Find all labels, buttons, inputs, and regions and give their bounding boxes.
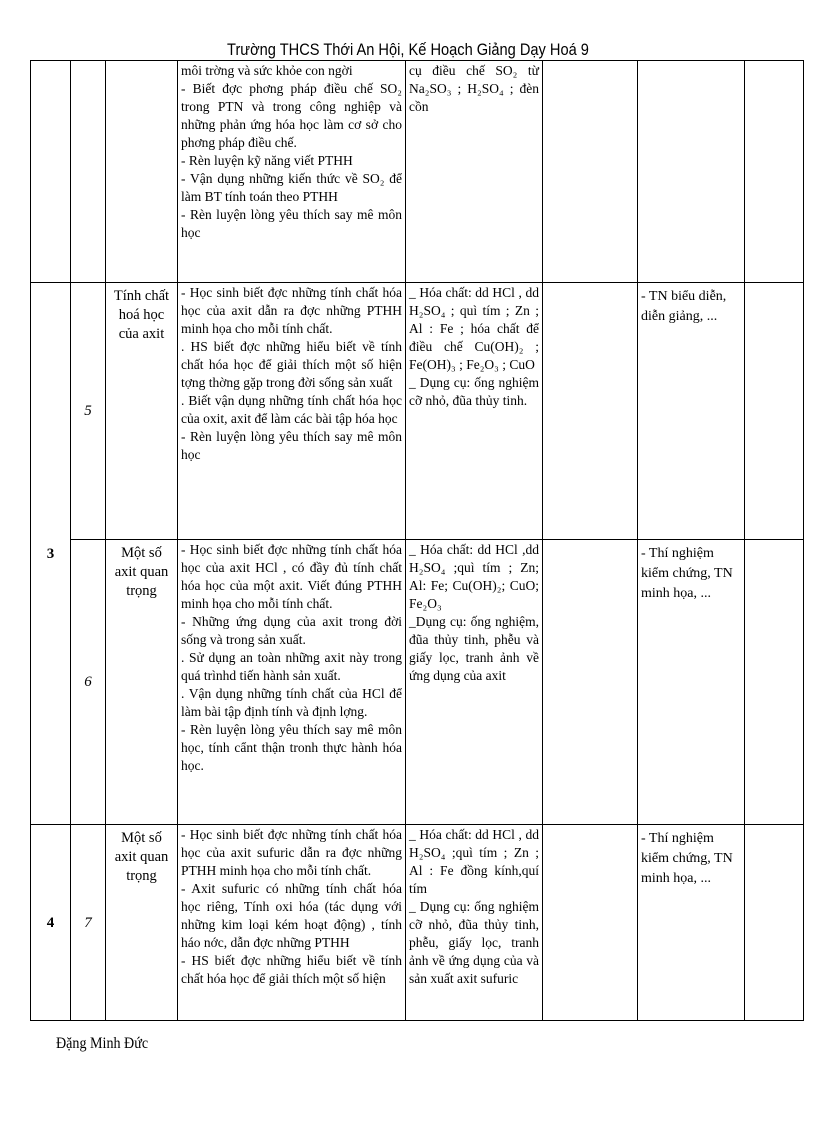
goal-line: . Biết vận dụng những tính chất hóa học của oxit, axit để làm các bài tập hóa học (181, 393, 402, 426)
prep-line: _ Hóa chất: dd HCl , dd H₂SO₄ ; quì tím ; Zn ; Al : Fe ; hóa chất để điều chế Cu(OH)₂ ; Fe(OH)₃ ; Fe₂O₃ ; CuO (409, 285, 539, 372)
method-cell (638, 61, 745, 283)
method-cell: - TN biểu diễn, diễn giảng, ... (638, 283, 745, 540)
empty-cell (745, 825, 804, 1021)
empty-cell (543, 825, 638, 1021)
empty-cell (543, 61, 638, 283)
period-cell: 6 (71, 540, 106, 825)
goal-line: - Vận dụng những kiến thức về SO₂ để làm BT tính toán theo PTHH (181, 171, 402, 204)
school-name: Trường THCS Thới An Hội, (227, 40, 405, 59)
period-cell (71, 61, 106, 283)
goal-line: . Sử dụng an toàn những axit này trong quá trìnhd tiến hành sản xuất. (181, 650, 402, 683)
prep-cell (406, 61, 543, 283)
goal-line: - Biết đợc phơng pháp điều chế SO₂ trong PTN và trong công nghiệp và những phản ứng hóa học làm cơ sở cho phơng pháp điều chế. (181, 81, 402, 150)
table-row (31, 825, 804, 1021)
week-cell: 4 (31, 825, 71, 1021)
goal-line: . HS biết đợc những hiểu biết về tính chất hóa học để giải thích một số hiện tợng thờng gặp trong đời sống sản xuất (181, 339, 402, 390)
goal-line: - Rèn luyện lòng yêu thích say mê môn học, tính cẩnt thận tronh thực hành hóa học. (181, 722, 402, 773)
prep-cell (406, 283, 543, 540)
prep-cell (406, 825, 543, 1021)
period-cell: 7 (71, 825, 106, 1021)
goal-cell (178, 61, 406, 283)
prep-line: cụ điều chế SO₂ từ Na₂SO₃ ; H₂SO₄ ; đèn cồn (409, 63, 539, 114)
goal-line: - Rèn luyện kỹ năng viết PTHH (181, 153, 353, 168)
prep-line: _ Dụng cụ: ống nghiệm cỡ nhỏ, đũa thủy tinh, phễu, giấy lọc, tranh ảnh về ứng dụng của và sản xuất axit sufuric (409, 899, 539, 986)
goal-line: - Rèn luyện lòng yêu thích say mê môn học (181, 207, 402, 240)
week-cell: 3 (31, 283, 71, 825)
lesson-title: Một số axit quan trọng (106, 540, 178, 825)
goal-line: - Axit sufuric có những tính chất hóa học riêng, Tính oxi hóa (tác dụng với những kim loại kém hoạt động) , tính háo nớc, dẫn đợc những PTHH (181, 881, 402, 950)
prep-line: _ Dụng cụ: ống nghiệm cỡ nhỏ, đũa thủy tinh. (409, 375, 539, 408)
method-cell: - Thí nghiệm kiểm chứng, TN minh họa, ... (638, 540, 745, 825)
period-cell: 5 (71, 283, 106, 540)
lesson-title: Tính chất hoá học của axit (106, 283, 178, 540)
table-row (31, 283, 804, 540)
goal-line: - Những ứng dụng của axit trong đời sống và trong sản xuất. (181, 614, 402, 647)
prep-line: _ Hóa chất: dd HCl , dd H₂SO₄ ;quì tím ; Zn ; Al : Fe đồng kính,quí tím (409, 827, 539, 896)
goal-line: - Học sinh biết đợc những tính chất hóa học của axit HCl , có đầy đủ tính chất hóa học của một axit. Viết đúng PTHH minh họa cho mỗi tính chất. (181, 542, 402, 611)
goal-line: - HS biết đợc những hiểu biết về tính chất hóa học để giải thích một số hiện (181, 953, 402, 986)
goal-line: - Học sinh biết đợc những tính chất hóa học của axit dẫn ra đợc những PTHH minh họa cho mỗi tính chất. (181, 285, 402, 336)
goal-line: môi trờng và sức khỏe con ngời (181, 63, 353, 78)
week-cell (31, 61, 71, 283)
prep-cell (406, 540, 543, 825)
method-cell: - Thí nghiệm kiểm chứng, TN minh họa, ... (638, 825, 745, 1021)
goal-line: . Vận dụng những tính chất của HCl để làm bài tập định tính và định lợng. (181, 686, 402, 719)
author-name: Đặng Minh Đức (56, 1035, 149, 1052)
goal-cell (178, 283, 406, 540)
empty-cell (745, 540, 804, 825)
goal-cell (178, 540, 406, 825)
empty-cell (745, 61, 804, 283)
goal-cell (178, 825, 406, 1021)
plan-title: Kế Hoạch Giảng Dạy Hoá 9 (408, 40, 589, 59)
lesson-plan-table (30, 60, 804, 1021)
title-cell (106, 61, 178, 283)
prep-line: _Dụng cụ: ống nghiệm, đũa thủy tinh, phễu và giấy lọc, tranh ảnh về ứng dụng của axit (409, 614, 539, 683)
empty-cell (745, 283, 804, 540)
empty-cell (543, 540, 638, 825)
table-row (31, 61, 804, 283)
prep-line: _ Hóa chất: dd HCl ,dd H₂SO₄ ;quì tím ; Zn; Al: Fe; Cu(OH)₂; CuO; Fe₂O₃ (409, 542, 539, 611)
page-header (57, 40, 759, 60)
goal-line: - Học sinh biết đợc những tính chất hóa học của axit sufuric dẫn ra đợc những PTHH minh họa cho mỗi tính chất. (181, 827, 402, 878)
empty-cell (543, 283, 638, 540)
table-row (31, 540, 804, 825)
goal-line: - Rèn luyện lòng yêu thích say mê môn học (181, 429, 402, 462)
lesson-title: Một số axit quan trọng (106, 825, 178, 1021)
